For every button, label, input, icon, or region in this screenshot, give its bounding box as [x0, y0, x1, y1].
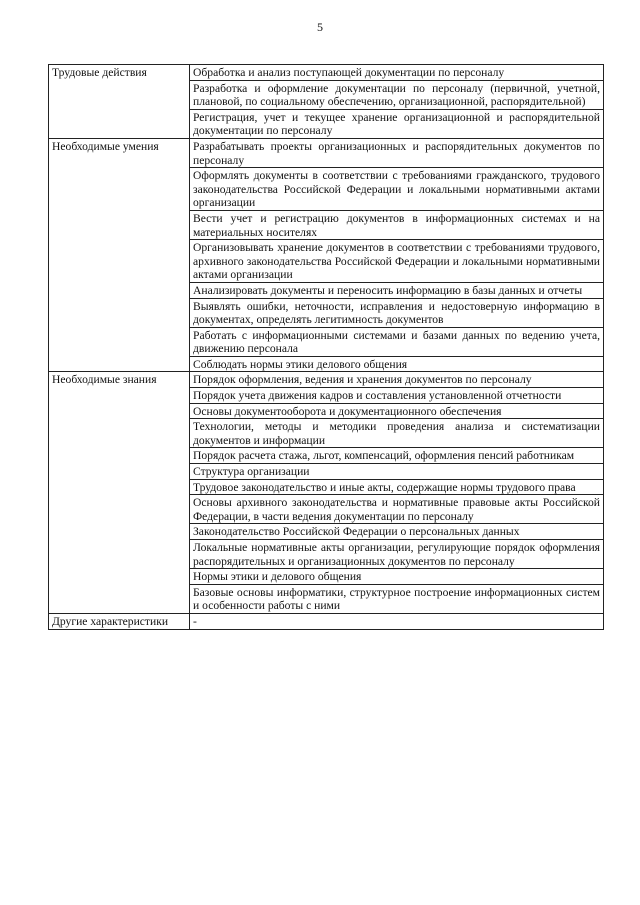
section-item: Порядок оформления, ведения и хранения документов по персоналу [190, 372, 604, 388]
section-item: Оформлять документы в соответствии с требованиями гражданского, трудового законодательства Российской Федерации и локальными нормативными актами организации [190, 168, 604, 211]
section-label: Необходимые знания [49, 372, 190, 614]
section-item: Обработка и анализ поступающей документации по персоналу [190, 65, 604, 81]
section-item: Основы документооборота и документационного обеспечения [190, 403, 604, 419]
section-item: Организовывать хранение документов в соответствии с требованиями трудового, архивного законодательства Российской Федерации и локальными нормативными актами организации [190, 240, 604, 283]
page-number: 5 [317, 20, 323, 34]
table-row [49, 138, 604, 167]
section-label: Необходимые умения [49, 138, 190, 372]
section-item: Разрабатывать проекты организационных и распорядительных документов по персоналу [190, 138, 604, 167]
section-item: Технологии, методы и методики проведения анализа и систематизации документов и информации [190, 419, 604, 448]
section-item: Работать с информационными системами и базами данных по ведению учета, движению персонала [190, 327, 604, 356]
section-item: Нормы этики и делового общения [190, 569, 604, 585]
section-item: Базовые основы информатики, структурное построение информационных систем и особенности работы с ними [190, 584, 604, 613]
section-item: Анализировать документы и переносить информацию в базы данных и отчеты [190, 282, 604, 298]
section-item: Выявлять ошибки, неточности, исправления и недостоверную информацию в документах, определять легитимность документов [190, 298, 604, 327]
section-item: Разработка и оформление документации по персоналу (первичной, учетной, плановой, по социальному обеспечению, организационной, распорядительной) [190, 80, 604, 109]
section-item: - [190, 613, 604, 629]
section-item: Законодательство Российской Федерации о персональных данных [190, 524, 604, 540]
section-item: Основы архивного законодательства и нормативные правовые акты Российской Федерации, в части ведения документации по персоналу [190, 495, 604, 524]
requirements-table [48, 64, 604, 630]
section-item: Регистрация, учет и текущее хранение организационной и распорядительной документации по персоналу [190, 109, 604, 138]
section-item: Соблюдать нормы этики делового общения [190, 356, 604, 372]
section-item: Трудовое законодательство и иные акты, содержащие нормы трудового права [190, 479, 604, 495]
table-row [49, 372, 604, 388]
section-item: Порядок учета движения кадров и составления установленной отчетности [190, 388, 604, 404]
section-item: Вести учет и регистрацию документов в информационных системах и на материальных носителях [190, 210, 604, 239]
table-row [49, 613, 604, 629]
table-row [49, 65, 604, 81]
section-label: Другие характеристики [49, 613, 190, 629]
section-item: Структура организации [190, 464, 604, 480]
section-item: Локальные нормативные акты организации, регулирующие порядок оформления распорядительных и организационных документов по персоналу [190, 540, 604, 569]
section-label: Трудовые действия [49, 65, 190, 139]
section-item: Порядок расчета стажа, льгот, компенсаций, оформления пенсий работникам [190, 448, 604, 464]
